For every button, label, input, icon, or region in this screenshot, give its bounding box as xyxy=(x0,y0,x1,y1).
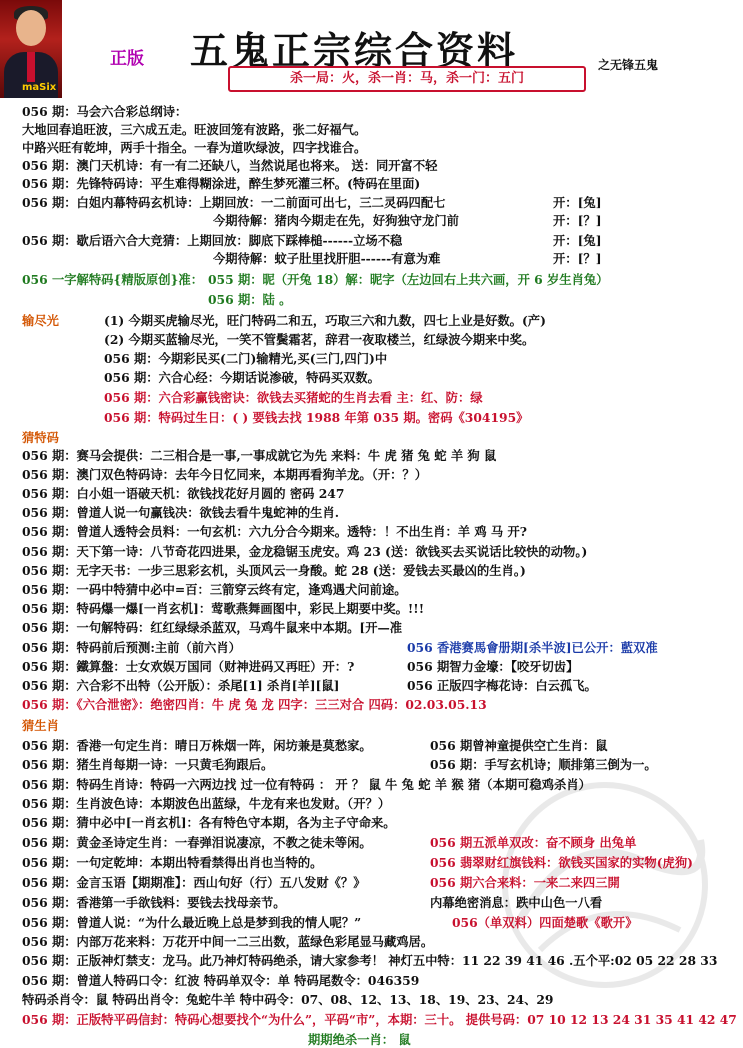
text-line: 056 期：澳门天机诗：有一有二还缺八，当然说尾也将来。 送：同开富不轻 xyxy=(22,158,438,173)
kill-summary-banner: 杀一局：火，杀一肖：马，杀一门：五门 xyxy=(228,66,586,92)
text-line: 056 期：六合彩不出特（公开版）：杀尾[1] 杀肖[羊][鼠] xyxy=(22,678,340,693)
text-line: 056（单双料）四面楚歌《歌开》 xyxy=(452,915,638,930)
text-line: 056 期：金言玉语【期期准】：西山句好（行）五八发财《？》 xyxy=(22,875,366,890)
text-line: 内幕绝密消息：跌中山色一八看 xyxy=(430,895,603,910)
page-title: 五鬼正宗综合资料 xyxy=(190,28,519,73)
text-line: 中路兴旺有乾坤，两手十指全。一春为道吹绿波，四字找谁合。 xyxy=(22,140,367,155)
text-line: 056 期：先锋特码诗：平生难得糊涂进，醉生梦死灌三杯。(特码在里面) xyxy=(22,176,421,191)
text-line: (1) 今期买虎输尽光，旺门特码二和五，巧取三六和九数，四七上业是好数。(产) xyxy=(104,313,546,328)
text-line: 056 期：天下第一诗：八节奇花四进果，金龙稳锯玉虎安。鸡 23 (送：欲钱买去买说话比较快的动物。) xyxy=(22,544,588,559)
text-line: 开：[？] xyxy=(553,213,602,228)
text-line: 056 期：今期彩民买(二门)输精光,买(三门,四门)中 xyxy=(104,351,388,366)
text-line: 056 期：特码生肖诗：特码一六两边找 过一位有特码 ： 开 ？ 鼠 牛 兔 蛇 羊 猴 猪（本期可稳鸡杀肖） xyxy=(22,777,591,792)
text-line: 开：[兔] xyxy=(553,233,602,248)
text-line: 056 期：曾道人透特会员料：一句玄机：六九分合今期来。透特：！不出生肖：羊 鸡 马 开? xyxy=(22,524,527,539)
text-line: 输尽光 xyxy=(22,313,59,328)
photo-watermark: maSix xyxy=(22,82,57,93)
text-line: 期期绝杀一肖： 鼠 xyxy=(308,1032,411,1047)
text-line: 056 期：鐵算盤：士女欢娱万国同（财神进码又再旺）开：? xyxy=(22,659,355,674)
text-line: 开：[兔] xyxy=(553,195,602,210)
text-line: 056 期五派单双改：奋不顾身 出兔单 xyxy=(430,835,637,850)
text-line: 056 一字解特码{精版原创}准： xyxy=(22,272,204,287)
text-line: 056 期：无字天书：一步三思彩玄机，头顶风云一身酸。蛇 28 (送：爱钱去买最凶的生肖。) xyxy=(22,563,526,578)
text-line: 056 期：曾道人说：“为什么最近晚上总是梦到我的情人呢？” xyxy=(22,915,362,930)
text-line: 056 期：香港第一手欲钱料：要钱去找母亲节。 xyxy=(22,895,286,910)
text-line: 056 期：手写玄机诗；顺排第三倒为一。 xyxy=(430,757,657,772)
text-line: 056 期：香港一句定生肖：晴日万株烟一阵，闲坊兼是莫愁家。 xyxy=(22,738,372,753)
edition-badge: 正版 xyxy=(110,49,144,69)
text-line: 056 期：澳门双色特码诗：去年今日忆同来，本期再看狗羊龙。（开：？） xyxy=(22,467,428,482)
text-line: (2) 今期买蓝输尽光，一笑不管鬓霜茗，辞君一夜取楼兰，红绿波今期来中奖。 xyxy=(104,332,535,347)
text-line: 056 期：六合彩赢钱密诀：欲钱去买猪蛇的生肖去看 主：红、防：绿 xyxy=(104,390,483,405)
text-line: 056 期：陆 。 xyxy=(208,292,292,307)
text-line: 056 期智力金壕：【咬牙切齿】 xyxy=(407,659,579,674)
text-line: 大地回春追旺波，三六成五走。旺波回笼有波路，张二好福气。 xyxy=(22,122,367,137)
text-line: 056 期：赛马会提供：二三相合是一事,一事成就它为先 来料：牛 虎 猪 兔 蛇 羊 狗 鼠 xyxy=(22,448,497,463)
text-line: 056 期：六合心经：今期话说渗破，特码买双数。 xyxy=(104,370,380,385)
text-line: 056 香港赛馬會册期[杀半波]已公开：藍双准 xyxy=(407,640,658,655)
text-line: 056 正版四字梅花诗：白云孤飞。 xyxy=(407,678,597,693)
text-line: 056 期：歇后语六合大竞猜：上期回放：脚底下踩棒槌------立场不稳 xyxy=(22,233,403,248)
text-line: 056 期：一句定乾坤：本期出特看禁得出肖也当特的。 xyxy=(22,855,323,870)
text-line: 056 期：内部万花来料：万花开中间一二三出数，蓝绿色彩尾显马藏鸡居。 xyxy=(22,934,434,949)
text-line: 056 期：马会六合彩总纲诗： xyxy=(22,104,188,119)
text-line: 056 期：生肖波色诗：本期波色出蓝绿，牛龙有来也发财。（开？） xyxy=(22,796,391,811)
text-line: 055 期：昵（开兔 18）解：昵字（左边回右上共六画，开 6 岁生肖兔） xyxy=(208,272,609,287)
photo-tie xyxy=(27,52,35,82)
text-line: 056 期：正版神灯禁支：龙马。此乃神灯特码绝杀，请大家参考！ 神灯五中特：11 22 39 41 46 .五个平:02 05 22 28 33 xyxy=(22,953,718,968)
text-line: 猜生肖 xyxy=(22,718,59,733)
text-line: 今期待解：猪肉今期走在先，好狗独守龙门前 xyxy=(213,213,459,228)
text-line: 056 期曾神童提供空亡生肖：鼠 xyxy=(430,738,608,753)
text-line: 056 期：猪生肖每期一诗：一只黄毛狗跟后。 xyxy=(22,757,274,772)
author-name: 之无锋五鬼 xyxy=(598,58,659,72)
text-line: 056 期：曾道人说一句赢钱决：欲钱去看牛鬼蛇神的生肖. xyxy=(22,505,340,520)
text-line: 特码杀肖令：鼠 特码出肖令：兔蛇牛羊 特中码令：07、08、12、13、18、19、23、24、29 xyxy=(22,992,554,1007)
text-line: 056 期：正版特平码信封：特码心想要找个“为什么”，平码“市”，本期：三十。 提供号码：07 10 12 13 24 31 35 41 42 47 xyxy=(22,1012,737,1027)
text-line: 056 期：黄金圣诗定生肖：一春弹泪说凄凉，不教之徒未等闲。 xyxy=(22,835,372,850)
text-line: 056 期：白小姐一语破天机：欲钱找花好月圆的 密码 247 xyxy=(22,486,345,501)
text-line: 开：[？] xyxy=(553,251,602,266)
text-line: 056 期：猜中必中[一肖玄机]：各有特色守本期，各为主子守命来。 xyxy=(22,815,396,830)
text-line: 056 期：特码过生日：( ) 要钱去找 1988 年第 035 期。密码《304195》 xyxy=(104,410,529,425)
text-line: 056 期：特码爆一爆[一肖玄机]：莺歌燕舞画图中，彩民上期要中奖。!!! xyxy=(22,601,425,616)
text-line: 056 期：曾道人特码口令：红波 特码单双令：单 特码尾数令：046359 xyxy=(22,973,420,988)
author-photo xyxy=(0,0,62,98)
text-line: 056 期：一句解特码：红红绿绿杀蓝双，马鸡牛鼠来中本期。[开—准 xyxy=(22,620,403,635)
text-line: 猜特码 xyxy=(22,430,59,445)
text-line: 056 期：白姐内幕特码玄机诗：上期回放：一二前面可出七，三二灵码四配七 xyxy=(22,195,446,210)
text-line: 056 期：一码中特猜中必中=百：三箭穿云终有定，逢鸡遇犬问前途。 xyxy=(22,582,407,597)
text-line: 今期待解：蚊子肚里找肝胆------有意为难 xyxy=(213,251,441,266)
text-line: 056 翡翠财红旗钱料：欲钱买国家的实物(虎狗) xyxy=(430,855,693,870)
text-line: 056 期六合来料：一来二来四三開 xyxy=(430,875,620,890)
text-line: 056 期：《六合泄密》：绝密四肖：牛 虎 兔 龙 四字：三三对合 四码：02.03.05.13 xyxy=(22,697,487,712)
text-line: 056 期：特码前后预测:主前（前六肖） xyxy=(22,640,241,655)
photo-face xyxy=(16,10,46,46)
